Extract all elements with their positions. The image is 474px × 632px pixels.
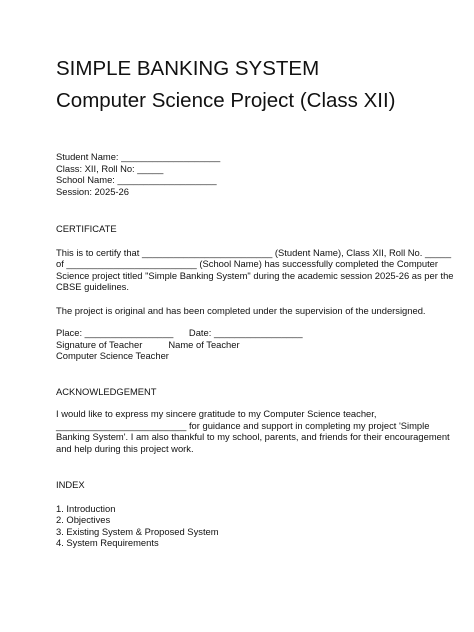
certificate-paragraph-2: The project is original and has been completed under the supervision of the undersigned.	[56, 304, 426, 316]
student-name-line: Student Name: ___________________	[56, 151, 221, 162]
class-roll-line: Class: XII, Roll No: _____	[56, 162, 164, 174]
signature-block	[56, 327, 436, 362]
signature-labels-line: Signature of Teacher Name of Teacher	[56, 338, 240, 350]
index-item: 1. Introduction	[56, 502, 116, 514]
index-item: 4. System Requirements	[56, 537, 159, 548]
certificate-line: of _________________________ (School Name) has successfully completed the Computer	[56, 258, 439, 269]
acknowledgement-section	[56, 385, 450, 455]
index-section	[56, 479, 436, 549]
document-subtitle: Computer Science Project (Class XII)	[56, 89, 396, 112]
certificate-heading: CERTIFICATE	[56, 223, 117, 234]
index-item: 2. Objectives	[56, 514, 111, 525]
place-date-line: Place: _________________ Date: _________________	[56, 327, 303, 338]
acknowledgement-paragraph	[56, 408, 450, 454]
index-item: 3. Existing System & Proposed System	[56, 525, 219, 537]
index-heading: INDEX	[56, 479, 85, 490]
certificate-line: This is to certify that _________________________ (Student Name), Class XII, Roll No. _____	[56, 246, 452, 258]
certificate-line: Science project titled "Simple Banking System" during the academic session 2025-26 as per the	[56, 269, 454, 281]
acknowledgement-heading: ACKNOWLEDGEMENT	[56, 385, 157, 397]
school-name-line: School Name: ___________________	[56, 174, 217, 185]
index-list	[56, 503, 436, 549]
certificate-paragraph-1	[56, 246, 454, 293]
acknowledgement-line: I would like to express my sincere gratitude to my Computer Science teacher,	[56, 408, 377, 419]
acknowledgement-line: and help during this project work.	[56, 442, 194, 454]
acknowledgement-line: _________________________ for guidance and support in completing my project 'Simple	[56, 419, 430, 431]
acknowledgement-line: Banking System'. I am also thankful to my school, parents, and friends for their encouragement	[56, 431, 450, 442]
teacher-title-line: Computer Science Teacher	[56, 350, 169, 361]
document-title: SIMPLE BANKING SYSTEM	[56, 57, 320, 80]
student-info-block	[56, 151, 436, 197]
certificate-line: CBSE guidelines.	[56, 281, 129, 292]
document-content	[56, 56, 454, 549]
certificate-section	[56, 223, 454, 362]
session-line: Session: 2025-26	[56, 185, 129, 197]
